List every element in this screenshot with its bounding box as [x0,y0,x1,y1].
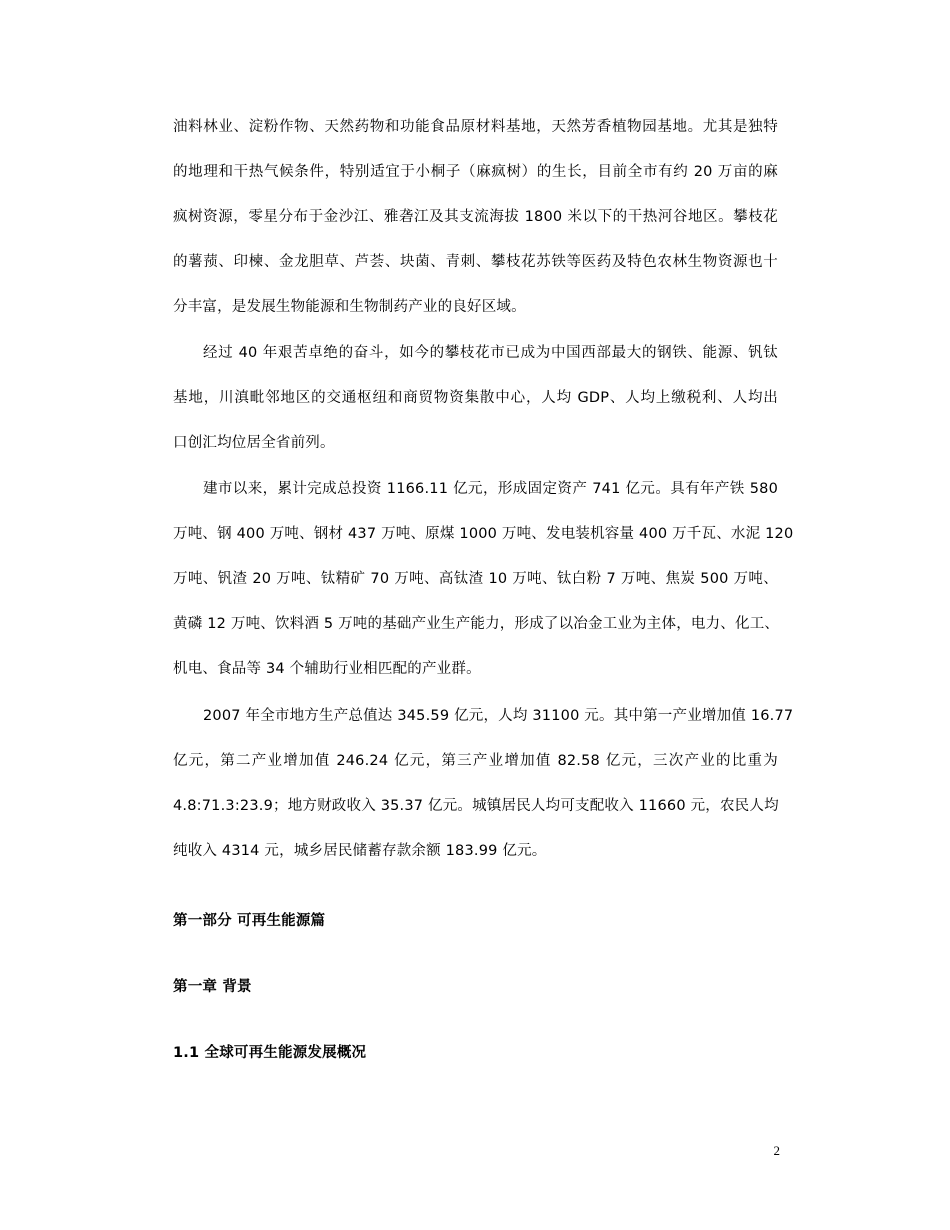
paragraph-3-line-2: 万吨、钢 400 万吨、钢材 437 万吨、原煤 1000 万吨、发电装机容量 400 万千瓦、水泥 120 [173,526,794,542]
paragraph-2-line-1: 经过 40 年艰苦卓绝的奋斗，如今的攀枝花市已成为中国西部最大的钢铁、能源、钒钛 [203,345,778,361]
page-number: 2 [773,1143,780,1158]
paragraph-3-line-4: 黄磷 12 万吨、饮料酒 5 万吨的基础产业生产能力，形成了以冶金工业为主体，电力、化工、 [173,616,780,632]
paragraph-4-line-2: 亿元，第二产业增加值 246.24 亿元，第三产业增加值 82.58 亿元，三次产业的比重为 [173,753,778,769]
paragraph-2-line-2: 基地，川滇毗邻地区的交通枢纽和商贸物资集散中心，人均 GDP、人均上缴税利、人均出 [173,390,778,406]
paragraph-3-line-5: 机电、食品等 34 个辅助行业相匹配的产业群。 [173,661,481,677]
section-heading: 1.1 全球可再生能源发展概况 [173,1045,367,1061]
part-heading: 第一部分 可再生能源篇 [173,913,326,929]
paragraph-4-line-4: 纯收入 4314 元，城乡居民储蓄存款余额 183.99 亿元。 [173,843,547,859]
paragraph-1-line-3: 疯树资源，零星分布于金沙江、雅砻江及其支流海拔 1800 米以下的干热河谷地区。攀枝花 [173,209,778,225]
paragraph-1-line-4: 的薯蓣、印楝、金龙胆草、芦荟、块菌、青刺、攀枝花苏铁等医药及特色农林生物资源也十 [173,254,778,270]
paragraph-1-line-2: 的地理和干热气候条件，特别适宜于小桐子（麻疯树）的生长，目前全市有约 20 万亩的麻 [173,164,778,180]
paragraph-1-line-5: 分丰富，是发展生物能源和生物制药产业的良好区域。 [173,299,526,315]
paragraph-1-line-1: 油料林业、淀粉作物、天然药物和功能食品原材料基地，天然芳香植物园基地。尤其是独特 [173,119,778,135]
paragraph-3-line-1: 建市以来，累计完成总投资 1166.11 亿元，形成固定资产 741 亿元。具有年产铁 580 [203,481,778,497]
paragraph-4-line-3: 4.8:71.3:23.9；地方财政收入 35.37 亿元。城镇居民人均可支配收入 11660 元，农民人均 [173,798,779,814]
chapter-heading: 第一章 背景 [173,979,252,995]
paragraph-2-line-3: 口创汇均位居全省前列。 [173,435,335,451]
paragraph-3-line-3: 万吨、钒渣 20 万吨、钛精矿 70 万吨、高钛渣 10 万吨、钛白粉 7 万吨、焦炭 500 万吨、 [173,571,778,587]
paragraph-4-line-1: 2007 年全市地方生产总值达 345.59 亿元，人均 31100 元。其中第一产业增加值 16.77 [203,708,794,724]
